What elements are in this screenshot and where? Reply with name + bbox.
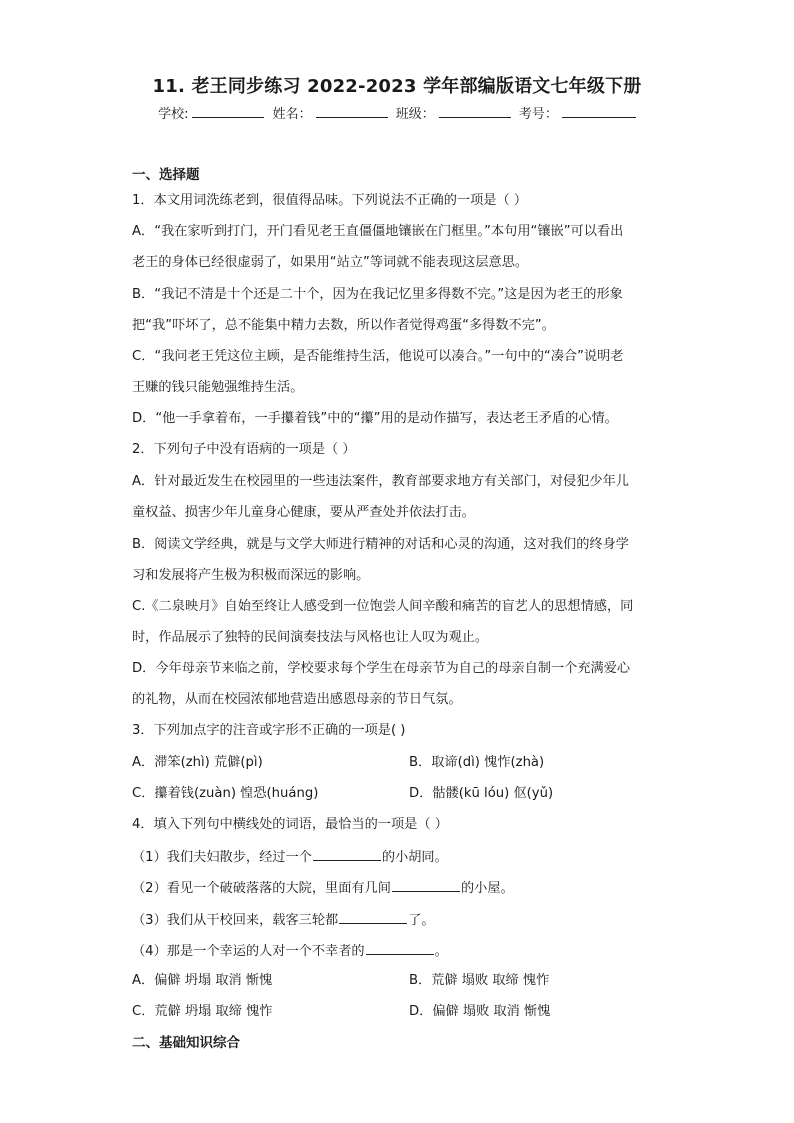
q1-option-a: A．“我在家听到打门，开门看见老王直僵僵地镶嵌在门框里。”本句用“镶嵌”可以看出: [132, 224, 624, 239]
q2-stem: 2．下列句子中没有语病的一项是（ ）: [132, 442, 356, 457]
q1-option-a-cont: 老王的身体已经很虚弱了，如果用“站立”等词就不能表现这层意思。: [132, 255, 529, 270]
q3-option-d: D．骷髅(kū lóu) 伛(yǔ): [409, 786, 554, 801]
q4-option-c: C．荒僻 坍塌 取缔 愧怍: [132, 1004, 273, 1019]
q4-option-d: D．偏僻 塌败 取消 惭愧: [409, 1004, 551, 1019]
q1-option-c: C．“我问老王凭这位主顾，是否能维持生活，他说可以凑合。”一句中的“凑合”说明老: [132, 349, 624, 364]
q2-option-a-cont: 童权益、损害少年儿童身心健康，要从严查处并依法打击。: [132, 505, 475, 520]
q4-sentence-2: [132, 878, 514, 898]
student-info-line: [0, 103, 794, 122]
q3-stem: 3．下列加点字的注音或字形不正确的一项是( ): [132, 723, 406, 738]
school-label: 学校:: [158, 107, 189, 122]
q2-option-b-cont: 习和发展将产生极为积极而深远的影响。: [132, 568, 370, 583]
q4-s3-pre: （3）我们从干校回来，载客三轮都: [132, 913, 339, 928]
q3-option-a: A．滞笨(zhì) 荒僻(pì): [132, 755, 263, 770]
q4-s3-blank[interactable]: [339, 910, 407, 924]
q2-option-d: D．今年母亲节来临之前，学校要求每个学生在母亲节为自己的母亲自制一个充满爱心: [132, 661, 631, 676]
q1-stem: 1．本文用词洗练老到，很值得品味。下列说法不正确的一项是（ ）: [132, 193, 528, 208]
q4-sentence-1: [132, 847, 448, 867]
class-blank[interactable]: [439, 103, 511, 118]
q3-option-b: B．取谛(dì) 愧怍(zhà): [409, 755, 545, 770]
q4-s4-blank[interactable]: [366, 941, 434, 955]
name-label: 姓名：: [272, 107, 312, 122]
exam-no-label: 考号：: [518, 107, 558, 122]
q2-option-b: B．阅读文学经典，就是与文学大师进行精神的对话和心灵的沟通，这对我们的终身学: [132, 537, 629, 552]
q4-option-a: A．偏僻 坍塌 取消 惭愧: [132, 973, 273, 988]
q3-option-c: C．攥着钱(zuàn) 惶恐(huáng): [132, 786, 319, 801]
q4-s2-pre: （2）看见一个破破落落的大院，里面有几间: [132, 881, 391, 896]
exam-no-blank[interactable]: [562, 103, 636, 118]
q4-s1-post: 的小胡同。: [381, 850, 448, 865]
q4-option-b: B．荒僻 塌败 取缔 愧怍: [409, 973, 550, 988]
q4-sentence-4: [132, 941, 448, 961]
q2-option-c-cont: 时，作品展示了独特的民间演奏技法与风格也让人叹为观止。: [132, 630, 489, 645]
q1-option-b: B．“我记不清是十个还是二十个，因为在我记忆里多得数不完。”这是因为老王的形象: [132, 287, 623, 302]
q1-option-b-cont: 把“我”吓坏了，总不能集中精力去数，所以作者觉得鸡蛋“多得数不完”。: [132, 318, 555, 333]
q1-option-c-cont: 王赚的钱只能勉强维持生活。: [132, 380, 304, 395]
q4-s4-pre: （4）那是一个幸运的人对一个不幸者的: [132, 944, 365, 959]
section-heading-choice: 一、选择题: [132, 167, 200, 183]
q4-stem: 4．填入下列句中横线处的词语，最恰当的一项是（ ）: [132, 817, 448, 832]
class-label: 班级：: [395, 107, 435, 122]
q4-s4-post: 。: [434, 944, 448, 959]
q4-s3-post: 了。: [408, 913, 435, 928]
q4-sentence-3: [132, 910, 435, 930]
q4-s2-post: 的小屋。: [460, 881, 514, 896]
q2-option-a: A．针对最近发生在校园里的一些违法案件，教育部要求地方有关部门，对侵犯少年儿: [132, 474, 629, 489]
q4-s1-pre: （1）我们夫妇散步，经过一个: [132, 850, 312, 865]
q2-option-c: C.《二泉映月》自始至终让人感受到一位饱尝人间辛酸和痛苦的盲艺人的思想情感，同: [132, 599, 634, 614]
section-heading-basic: 二、基础知识综合: [132, 1035, 240, 1051]
q1-option-d: D．“他一手拿着布，一手攥着钱”中的“攥”用的是动作描写，表达老王矛盾的心情。: [132, 411, 618, 426]
name-blank[interactable]: [316, 103, 388, 118]
school-blank[interactable]: [192, 103, 264, 118]
q2-option-d-cont: 的礼物，从而在校园浓郁地营造出感恩母亲的节日气氛。: [132, 692, 462, 707]
q4-s1-blank[interactable]: [313, 847, 381, 861]
page-title: 11. 老王同步练习 2022-2023 学年部编版语文七年级下册: [152, 76, 642, 97]
q4-s2-blank[interactable]: [392, 878, 460, 892]
